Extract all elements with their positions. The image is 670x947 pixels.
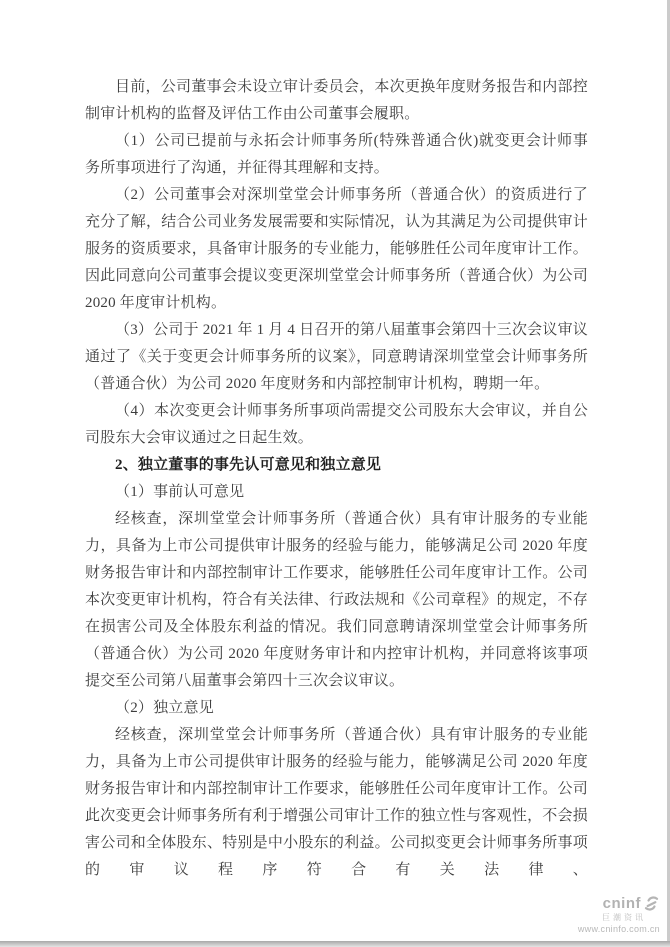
paragraph-prior-approval-opinion: 经核查，深圳堂堂会计师事务所（普通合伙）具有审计服务的专业能力，具备为上市公司提供审计服务的经验与能力，能够满足公司 2020 年度财务报告审计和内部控制审计工作要求，能够胜任公司年度审计工作。公司本次变更审计机构，符合有关法律、行政法规和《公司章程》的规定，不存在损害公司及全体股东利益的情况。我们同意聘请深圳堂堂会计师事务所（普通合伙）为公司 2020 年度财务审计和内控审计机构，并同意将该事项提交至公司第八届董事会第四十三次会议审议。	[85, 511, 588, 689]
paragraph-item-2-qualification: （2）公司董事会对深圳堂堂会计师事务所（普通合伙）的资质进行了充分了解，结合公司业务发展需要和实际情况，认为其满足为公司提供审计服务的资质要求，具备审计服务的专业能力，能够胜任公司年度审计工作。因此同意向公司董事会提议变更深圳堂堂会计师事务所（普通合伙）为公司 2020 年度审计机构。	[85, 187, 588, 311]
cninfo-watermark	[578, 895, 660, 934]
cninfo-brand-cn: 巨潮资讯	[602, 913, 646, 923]
paragraph-current-status: 目前，公司董事会未设立审计委员会，本次更换年度财务报告和内部控制审计机构的监督及评估工作由公司董事会履职。	[85, 79, 588, 122]
subheading-independent-opinion: （2）独立意见	[115, 700, 214, 716]
paragraph-item-4-shareholder-approval: （4）本次变更会计师事务所事项尚需提交公司股东大会审议，并自公司股东大会审议通过之日起生效。	[85, 403, 588, 446]
paragraph-item-3-board-meeting: （3）公司于 2021 年 1 月 4 日召开的第八届董事会第四十三次会议审议通过了《关于变更会计师事务所的议案》，同意聘请深圳堂堂会计师事务所（普通合伙）为公司 2020 年度财务和内部控制审计机构，聘期一年。	[85, 322, 588, 392]
cninfo-brand-text: cninf	[602, 895, 641, 913]
cninfo-url: www.cninfo.com.cn	[577, 923, 660, 934]
cninfo-swirl-icon	[643, 895, 660, 912]
document-content	[85, 74, 588, 884]
paragraph-item-1-communication: （1）公司已提前与永拓会计师事务所(特殊普通合伙)就变更会计师事务所事项进行了沟通，并征得其理解和支持。	[85, 133, 588, 176]
subheading-prior-approval-opinion: （1）事前认可意见	[115, 484, 245, 500]
page-bottom-edge	[0, 941, 670, 947]
cninfo-brand-row	[578, 895, 660, 912]
section-heading-independent-directors: 2、独立董事的事先认可意见和独立意见	[115, 457, 382, 473]
paragraph-independent-opinion: 经核查，深圳堂堂会计师事务所（普通合伙）具有审计服务的专业能力，具备为上市公司提供审计服务的经验与能力，能够满足公司 2020 年度财务报告审计和内部控制审计工作要求，能够胜任公司年度审计工作。公司此次变更会计师事务所有利于增强公司审计工作的独立性与客观性，不会损害公司和全体股东、特别是中小股东的利益。公司拟变更会计师事务所事项的审议程序符合有关法律、	[85, 727, 588, 878]
